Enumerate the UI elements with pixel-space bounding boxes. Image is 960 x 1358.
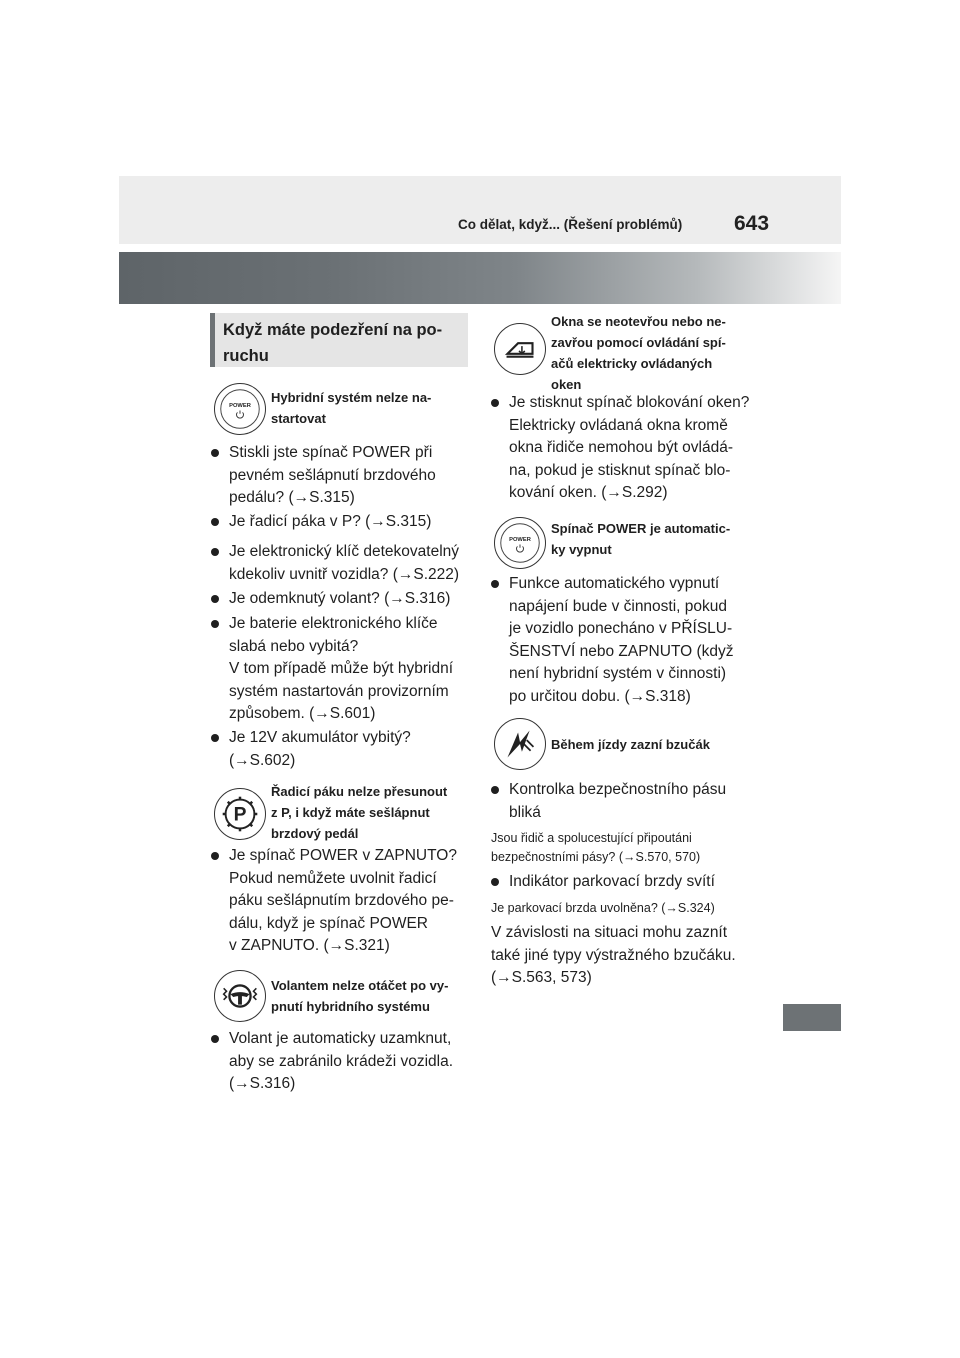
power-button-icon — [494, 517, 546, 569]
trouble-heading: Spínač POWER je automatic- ky vypnut — [551, 521, 731, 557]
power-button-label: POWER — [229, 403, 251, 410]
list-item: Je stisknut spínač blokování oken? Elektricky ovládaná okna kromě okna řidiče nemohou být ovládá- na, pokud je stisknut spínač blo- kování oken. (→S.292) — [491, 392, 749, 505]
list-item: Je 12V akumulátor vybitý? (→S.602) — [211, 727, 411, 772]
list-item: Volant je automaticky uzamknut, aby se zabránilo krádeži vozidla. (→S.316) — [211, 1028, 453, 1096]
list-item: Je spínač POWER v ZAPNUTO? Pokud nemůžete uvolnit řadicí páku sešlápnutím brzdového pe- dálu, když je spínač POWER v ZAPNUTO. (→S.321) — [211, 845, 457, 958]
buzzer-icon — [494, 718, 546, 770]
steering-wheel-lock-icon — [214, 970, 266, 1022]
trouble-heading: Během jízdy zazní bzučák — [551, 737, 710, 752]
section-title: Když máte podezření na po- ruchu — [223, 321, 443, 365]
power-button-icon — [214, 383, 266, 435]
park-gear-icon — [214, 788, 266, 840]
list-item: Indikátor parkovací brzdy svítí — [491, 871, 715, 894]
park-gear-label: P — [233, 804, 247, 826]
power-button-label: POWER — [509, 537, 531, 544]
list-item: Kontrolka bezpečnostního pásu bliká — [491, 779, 726, 824]
section-title-box — [210, 313, 468, 367]
list-item: Stiskli jste spínač POWER při pevném sešlápnutí brzdového pedálu? (→S.315) — [211, 442, 436, 510]
window-switch-icon — [494, 323, 546, 375]
list-item: Je odemknutý volant? (→S.316) — [211, 588, 450, 611]
list-item: Je baterie elektronického klíče slabá nebo vybitá? V tom případě může být hybridní systém nastartován provizorním způsobem. (→S.601) — [211, 613, 453, 726]
page-number: 643 — [734, 212, 770, 235]
trouble-heading: Volantem nelze otáčet po vy- pnutí hybridního systému — [271, 978, 449, 1014]
list-item: Funkce automatického vypnutí napájení bude v činnosti, pokud je vozidlo ponecháno v PŘÍSLU- ŠENSTVÍ nebo ZAPNUTO (když není hybridní systém v činnosti) po určitou dobu. (→S.318) — [491, 573, 734, 708]
chapter-tab — [783, 1004, 841, 1031]
list-item: Je řadicí páka v P? (→S.315) — [211, 511, 431, 534]
trouble-heading: Řadicí páku nelze přesunout z P, i když máte sešlápnut brzdový pedál — [271, 784, 448, 841]
info-paragraph: V závislosti na situaci mohu zaznít také jiné typy výstražného bzučáku. (→S.563, 573) — [491, 924, 736, 986]
trouble-heading: Okna se neotevřou nebo ne- zavřou pomocí ovládání spí- ačů elektricky ovládaných oken — [551, 314, 726, 392]
header-title: Co dělat, když... (Řešení problémů) — [458, 217, 683, 232]
chapter-bar — [119, 252, 841, 304]
header-band — [119, 176, 841, 244]
list-item: Je elektronický klíč detekovatelný kdekoliv uvnitř vozidla? (→S.222) — [211, 541, 459, 586]
trouble-heading: Hybridní systém nelze na- startovat — [271, 390, 432, 426]
note-text: Jsou řidič a spolucestující připoutáni bezpečnostními pásy? (→S.570, 570) — [491, 831, 701, 864]
note-text: Je parkovací brzda uvolněna? (→S.324) — [491, 901, 715, 915]
